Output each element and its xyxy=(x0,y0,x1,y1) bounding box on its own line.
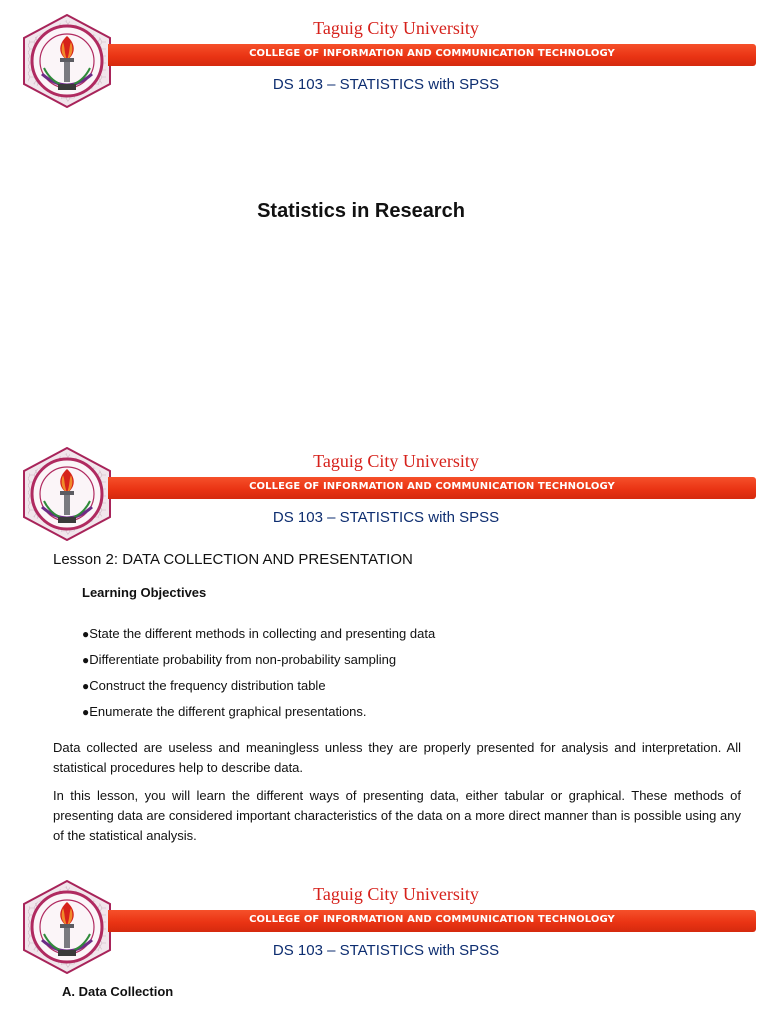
page-header xyxy=(0,880,768,980)
objective-text: State the different methods in collecting and presenting data xyxy=(89,626,436,641)
objective-text: Construct the frequency distribution table xyxy=(89,678,326,693)
university-name: Taguig City University xyxy=(313,18,479,38)
college-name: COLLEGE OF INFORMATION AND COMMUNICATION TECHNOLOGY xyxy=(249,914,615,925)
university-seal-icon xyxy=(20,447,114,541)
objective-text: Differentiate probability from non-probability sampling xyxy=(89,652,397,667)
page-header xyxy=(0,14,768,114)
section-heading: A. Data Collection xyxy=(62,984,174,999)
course-title: DS 103 – STATISTICS with SPSS xyxy=(272,76,500,93)
list-item xyxy=(82,626,435,652)
objective-text: Enumerate the different graphical presentations. xyxy=(89,704,367,719)
objectives-heading: Learning Objectives xyxy=(82,585,207,600)
list-item xyxy=(82,678,435,704)
page-title: Statistics in Research xyxy=(257,200,465,222)
university-name: Taguig City University xyxy=(313,884,479,904)
college-name: COLLEGE OF INFORMATION AND COMMUNICATION TECHNOLOGY xyxy=(249,48,615,59)
bullet-icon: ● xyxy=(82,705,90,719)
objectives-list xyxy=(82,626,435,730)
body-paragraph: Data collected are useless and meaningless unless they are properly presented for analysis and interpretation. All statistical procedures help to describe data. xyxy=(53,740,741,775)
bullet-icon: ● xyxy=(82,679,90,693)
list-item xyxy=(82,652,435,678)
university-seal-icon xyxy=(20,14,114,108)
university-name: Taguig City University xyxy=(313,451,479,471)
list-item xyxy=(82,704,435,730)
body-paragraph: In this lesson, you will learn the different ways of presenting data, either tabular or graphical. These methods of presenting data are considered important characteristics of the data on a more direct manner than is possible using any of the statistical analysis. xyxy=(53,788,741,843)
university-seal-icon xyxy=(20,880,114,974)
course-title: DS 103 – STATISTICS with SPSS xyxy=(272,942,500,959)
college-name: COLLEGE OF INFORMATION AND COMMUNICATION TECHNOLOGY xyxy=(249,481,615,492)
lesson-heading: Lesson 2: DATA COLLECTION AND PRESENTATION xyxy=(53,551,413,568)
bullet-icon: ● xyxy=(82,627,90,641)
bullet-icon: ● xyxy=(82,653,90,667)
page-header xyxy=(0,447,768,547)
course-title: DS 103 – STATISTICS with SPSS xyxy=(272,509,500,526)
